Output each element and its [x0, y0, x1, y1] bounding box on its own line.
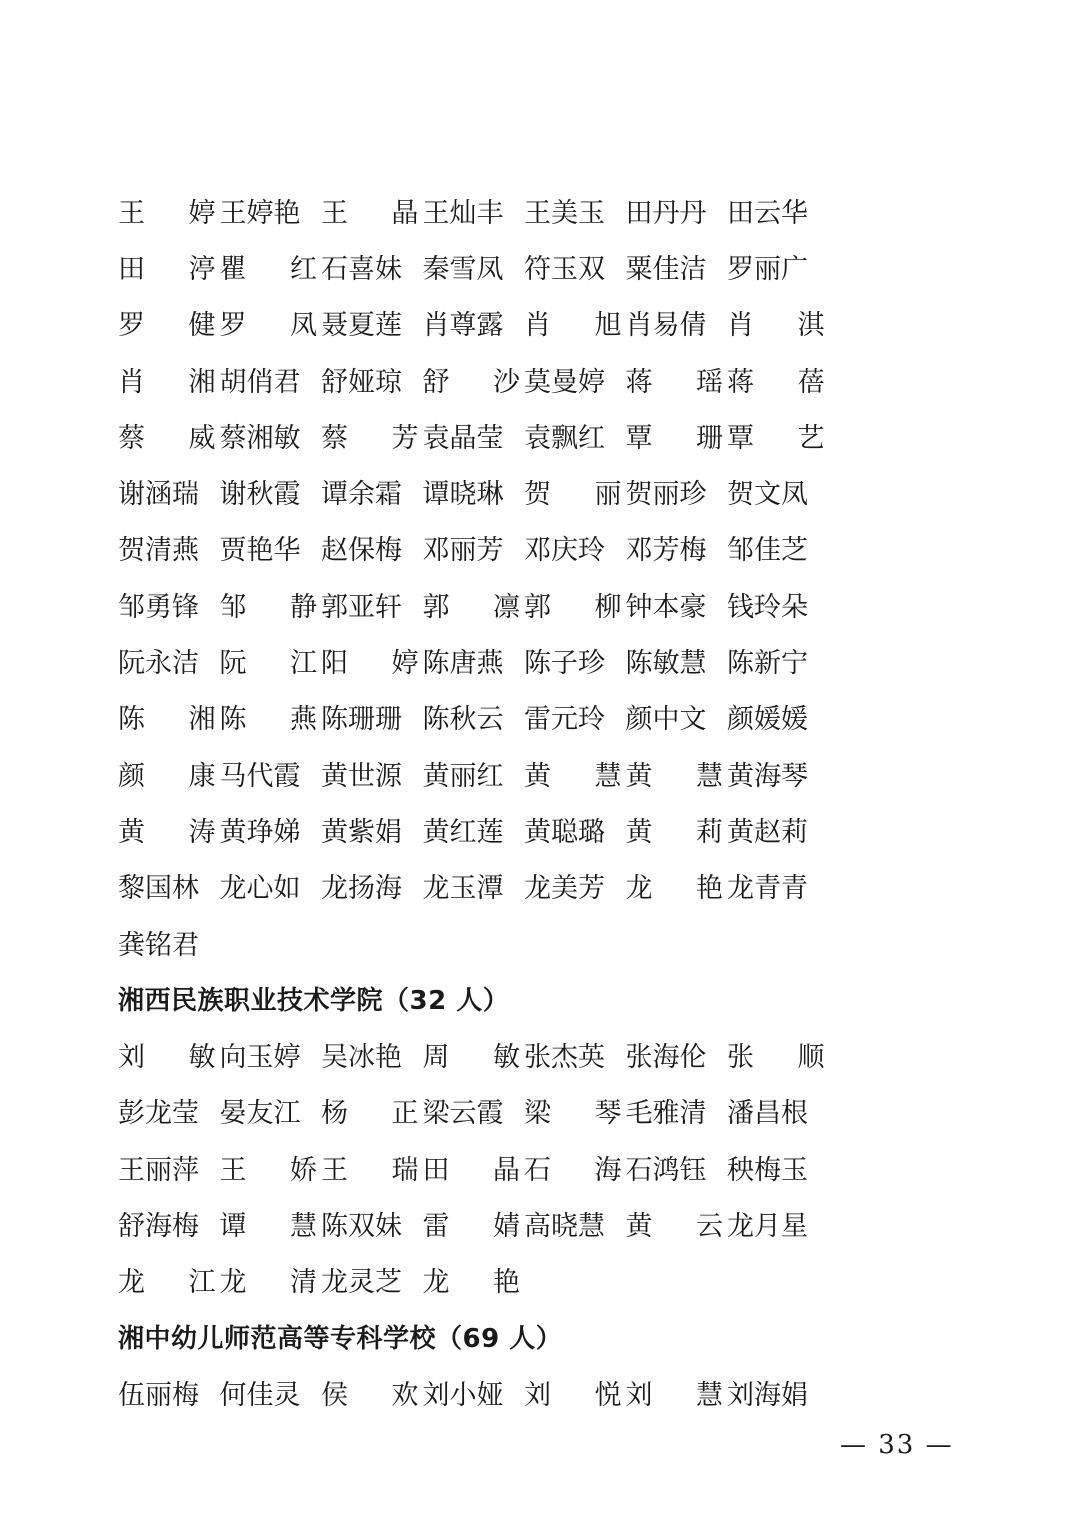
name-row: [118, 914, 818, 970]
person-name: 粟佳洁: [625, 253, 707, 285]
person-name: 田 渟: [118, 253, 216, 285]
name-row: [118, 745, 818, 801]
person-name: 肖易倩: [625, 310, 707, 342]
person-name: 田丹丹: [625, 197, 707, 229]
person-name: 毛雅清: [625, 1098, 707, 1130]
person-name: 田 晶: [422, 1154, 520, 1186]
person-name: 王 娇: [219, 1154, 317, 1186]
name-row: [118, 801, 818, 857]
person-name: 罗 凤: [219, 310, 317, 342]
person-name: 刘 悦: [524, 1379, 622, 1411]
person-name: 阮永洁: [118, 648, 199, 680]
person-name: 王 晶: [321, 197, 419, 229]
person-name: 彭龙莹: [118, 1098, 199, 1130]
person-name: 陈子珍: [524, 648, 605, 680]
person-name: 王 瑞: [321, 1154, 419, 1186]
person-name: 龚铭君: [118, 929, 199, 961]
person-name: 蔡 威: [118, 422, 216, 454]
person-name: 罗丽广: [727, 253, 808, 285]
person-name: 舒海梅: [118, 1210, 199, 1242]
person-name: 黄赵莉: [727, 816, 808, 848]
name-row: [118, 1026, 825, 1082]
page-number: — 33 —: [840, 1430, 954, 1460]
person-name: 梁云霞: [422, 1098, 504, 1130]
person-name: 颜 康: [118, 760, 216, 792]
person-name: 邓芳梅: [625, 535, 707, 567]
person-name: 黄红莲: [422, 816, 504, 848]
person-name: 黄 慧: [625, 760, 723, 792]
person-name: 刘小娅: [422, 1379, 504, 1411]
person-name: 谢涵瑞: [118, 479, 199, 511]
person-name: 贺 丽: [524, 479, 622, 511]
person-name: 晏友江: [219, 1098, 301, 1130]
name-row: [118, 351, 825, 407]
name-row: [118, 407, 825, 463]
person-name: 肖 旭: [524, 310, 622, 342]
person-name: 龙 清: [219, 1267, 317, 1299]
section-title: 湘中幼儿师范高等专科学校（69 人）: [118, 1323, 563, 1354]
person-name: 肖尊露: [422, 310, 504, 342]
person-name: 龙 江: [118, 1267, 216, 1299]
person-name: 谭余霜: [321, 479, 402, 511]
person-name: 陈唐燕: [422, 648, 504, 680]
person-name: 刘海娟: [727, 1379, 808, 1411]
person-name: 黄 云: [625, 1210, 723, 1242]
person-name: 王婷艳: [219, 197, 301, 229]
name-row: [118, 463, 818, 519]
person-name: 袁晶莹: [422, 422, 504, 454]
person-name: 颜媛媛: [727, 704, 808, 736]
person-name: 梁 琴: [524, 1098, 622, 1130]
person-name: 陈敏慧: [625, 648, 707, 680]
person-name: 伍丽梅: [118, 1379, 199, 1411]
person-name: 罗 健: [118, 310, 216, 342]
person-name: 谭 慧: [219, 1210, 317, 1242]
name-row: [118, 182, 818, 238]
person-name: 邹佳芝: [727, 535, 808, 567]
person-name: 赵保梅: [321, 535, 402, 567]
person-name: 邹勇锋: [118, 591, 199, 623]
person-name: 石 海: [524, 1154, 622, 1186]
person-name: 郭亚轩: [321, 591, 402, 623]
person-name: 黄海琴: [727, 760, 808, 792]
person-name: 黄丽红: [422, 760, 504, 792]
name-row: [118, 1139, 818, 1195]
person-name: 龙美芳: [524, 873, 605, 905]
person-name: 阮 江: [219, 648, 317, 680]
person-name: 胡俏君: [219, 366, 301, 398]
person-name: 王 婷: [118, 197, 216, 229]
person-name: 黄 慧: [524, 760, 622, 792]
person-name: 蒋 瑶: [625, 366, 723, 398]
name-row: [118, 1195, 818, 1251]
person-name: 龙心如: [219, 873, 301, 905]
person-name: 黄琤娣: [219, 816, 301, 848]
person-name: 高晓慧: [524, 1210, 605, 1242]
person-name: 黄世源: [321, 760, 402, 792]
section-title: 湘西民族职业技术学院（32 人）: [118, 985, 510, 1016]
person-name: 雷 婧: [422, 1210, 520, 1242]
name-row: [118, 295, 825, 351]
person-name: 石喜妹: [321, 253, 402, 285]
person-name: 肖 湘: [118, 366, 216, 398]
person-name: 龙玉潭: [422, 873, 504, 905]
person-name: 郭 凛: [422, 591, 520, 623]
person-name: 阳 婷: [321, 648, 419, 680]
person-name: 龙青青: [727, 873, 808, 905]
person-name: 邓丽芳: [422, 535, 504, 567]
person-name: 黄紫娟: [321, 816, 402, 848]
person-name: 龙扬海: [321, 873, 402, 905]
person-name: 张海伦: [625, 1042, 707, 1074]
person-name: 贺清燕: [118, 535, 199, 567]
name-row: [118, 520, 818, 576]
person-name: 聂夏莲: [321, 310, 402, 342]
person-name: 龙 艳: [625, 873, 723, 905]
person-name: 袁飘红: [524, 422, 605, 454]
person-name: 黄 涛: [118, 816, 216, 848]
person-name: 陈 燕: [219, 704, 317, 736]
person-name: 雷元玲: [524, 704, 605, 736]
person-name: 向玉婷: [219, 1042, 301, 1074]
person-name: 贾艳华: [219, 535, 301, 567]
person-name: 邹 静: [219, 591, 317, 623]
person-name: 田云华: [727, 197, 808, 229]
person-name: 陈新宁: [727, 648, 808, 680]
person-name: 龙月星: [727, 1210, 808, 1242]
person-name: 黎国林: [118, 873, 199, 905]
person-name: 谭晓琳: [422, 479, 504, 511]
document-body: [118, 182, 825, 1421]
person-name: 舒 沙: [422, 366, 520, 398]
person-name: 龙 艳: [422, 1267, 520, 1299]
person-name: 秧梅玉: [727, 1154, 808, 1186]
person-name: 舒娅琼: [321, 366, 402, 398]
person-name: 何佳灵: [219, 1379, 301, 1411]
person-name: 石鸿钰: [625, 1154, 707, 1186]
name-row: [118, 632, 818, 688]
person-name: 周 敏: [422, 1042, 520, 1074]
person-name: 黄 莉: [625, 816, 723, 848]
name-row: [118, 858, 818, 914]
person-name: 蔡湘敏: [219, 422, 301, 454]
person-name: 杨 正: [321, 1098, 419, 1130]
person-name: 覃 珊: [625, 422, 723, 454]
person-name: 王灿丰: [422, 197, 504, 229]
person-name: 符玉双: [524, 253, 605, 285]
person-name: 陈秋云: [422, 704, 504, 736]
person-name: 张 顺: [727, 1042, 825, 1074]
person-name: 瞿 红: [219, 253, 317, 285]
person-name: 蒋 蓓: [727, 366, 825, 398]
name-row: [118, 1083, 818, 1139]
name-row: [118, 1252, 818, 1308]
person-name: 王美玉: [524, 197, 605, 229]
person-name: 王丽萍: [118, 1154, 199, 1186]
person-name: 吴冰艳: [321, 1042, 402, 1074]
person-name: 钱玲朵: [727, 591, 808, 623]
person-name: 邓庆玲: [524, 535, 605, 567]
person-name: 贺文凤: [727, 479, 808, 511]
person-name: 刘 慧: [625, 1379, 723, 1411]
person-name: 陈珊珊: [321, 704, 402, 736]
person-name: 钟本豪: [625, 591, 707, 623]
person-name: 覃 艺: [727, 422, 825, 454]
name-row: [118, 1364, 818, 1420]
name-row: [118, 689, 818, 745]
person-name: 陈双妹: [321, 1210, 402, 1242]
person-name: 马代霞: [219, 760, 301, 792]
person-name: 张杰英: [524, 1042, 605, 1074]
person-name: 谢秋霞: [219, 479, 301, 511]
person-name: 龙灵芝: [321, 1267, 402, 1299]
person-name: 郭 柳: [524, 591, 622, 623]
person-name: 秦雪凤: [422, 253, 504, 285]
person-name: 黄聪璐: [524, 816, 605, 848]
person-name: 陈 湘: [118, 704, 216, 736]
person-name: 潘昌根: [727, 1098, 808, 1130]
person-name: 莫曼婷: [524, 366, 605, 398]
person-name: 侯 欢: [321, 1379, 419, 1411]
person-name: 刘 敏: [118, 1042, 216, 1074]
person-name: 肖 淇: [727, 310, 825, 342]
person-name: 颜中文: [625, 704, 707, 736]
person-name: 贺丽珍: [625, 479, 707, 511]
name-row: [118, 576, 818, 632]
name-row: [118, 238, 818, 294]
person-name: 蔡 芳: [321, 422, 419, 454]
